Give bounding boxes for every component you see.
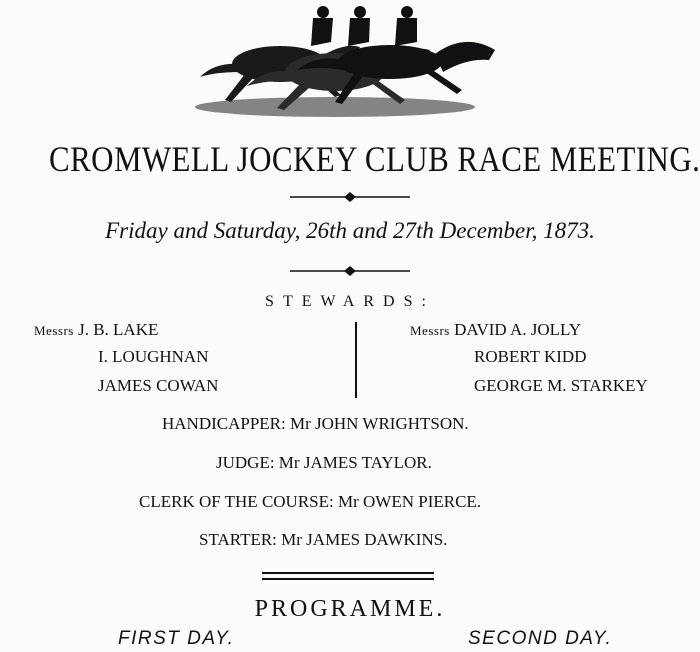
diamond-rule-bottom (290, 265, 410, 277)
judge-line: JUDGE: Mr JAMES TAYLOR. (216, 453, 432, 472)
jockeys (311, 6, 417, 46)
steward-name: GEORGE M. STARKEY (474, 376, 648, 395)
steward-name: J. B. LAKE (78, 320, 159, 339)
page-title: CROMWELL JOCKEY CLUB RACE MEETING. (49, 139, 700, 179)
steward-right-prefix: Messrs (410, 323, 450, 338)
steward-left-1 (34, 320, 158, 340)
double-rule (262, 570, 434, 582)
racing-horses-illustration (185, 2, 515, 120)
meeting-dates: Friday and Saturday, 26th and 27th December, 1873. (105, 218, 595, 243)
handicapper-line: HANDICAPPER: Mr JOHN WRIGHTSON. (162, 414, 469, 433)
stewards-divider (355, 322, 357, 398)
second-day-heading: SECOND DAY. (468, 628, 613, 649)
steward-name: ROBERT KIDD (474, 347, 587, 366)
diamond-rule-top (290, 191, 410, 203)
steward-right-1 (410, 320, 581, 340)
first-day-heading: FIRST DAY. (118, 628, 235, 649)
steward-name: I. LOUGHNAN (98, 347, 209, 366)
programme-heading: PROGRAMME. (254, 596, 446, 622)
steward-name: DAVID A. JOLLY (454, 320, 581, 339)
stewards-heading: STEWARDS: (265, 293, 435, 310)
steward-left-prefix: Messrs (34, 323, 74, 338)
starter-line: STARTER: Mr JAMES DAWKINS. (199, 530, 448, 549)
steward-name: JAMES COWAN (98, 376, 219, 395)
ground-shadow (195, 97, 475, 117)
clerk-line: CLERK OF THE COURSE: Mr OWEN PIERCE. (139, 492, 482, 511)
